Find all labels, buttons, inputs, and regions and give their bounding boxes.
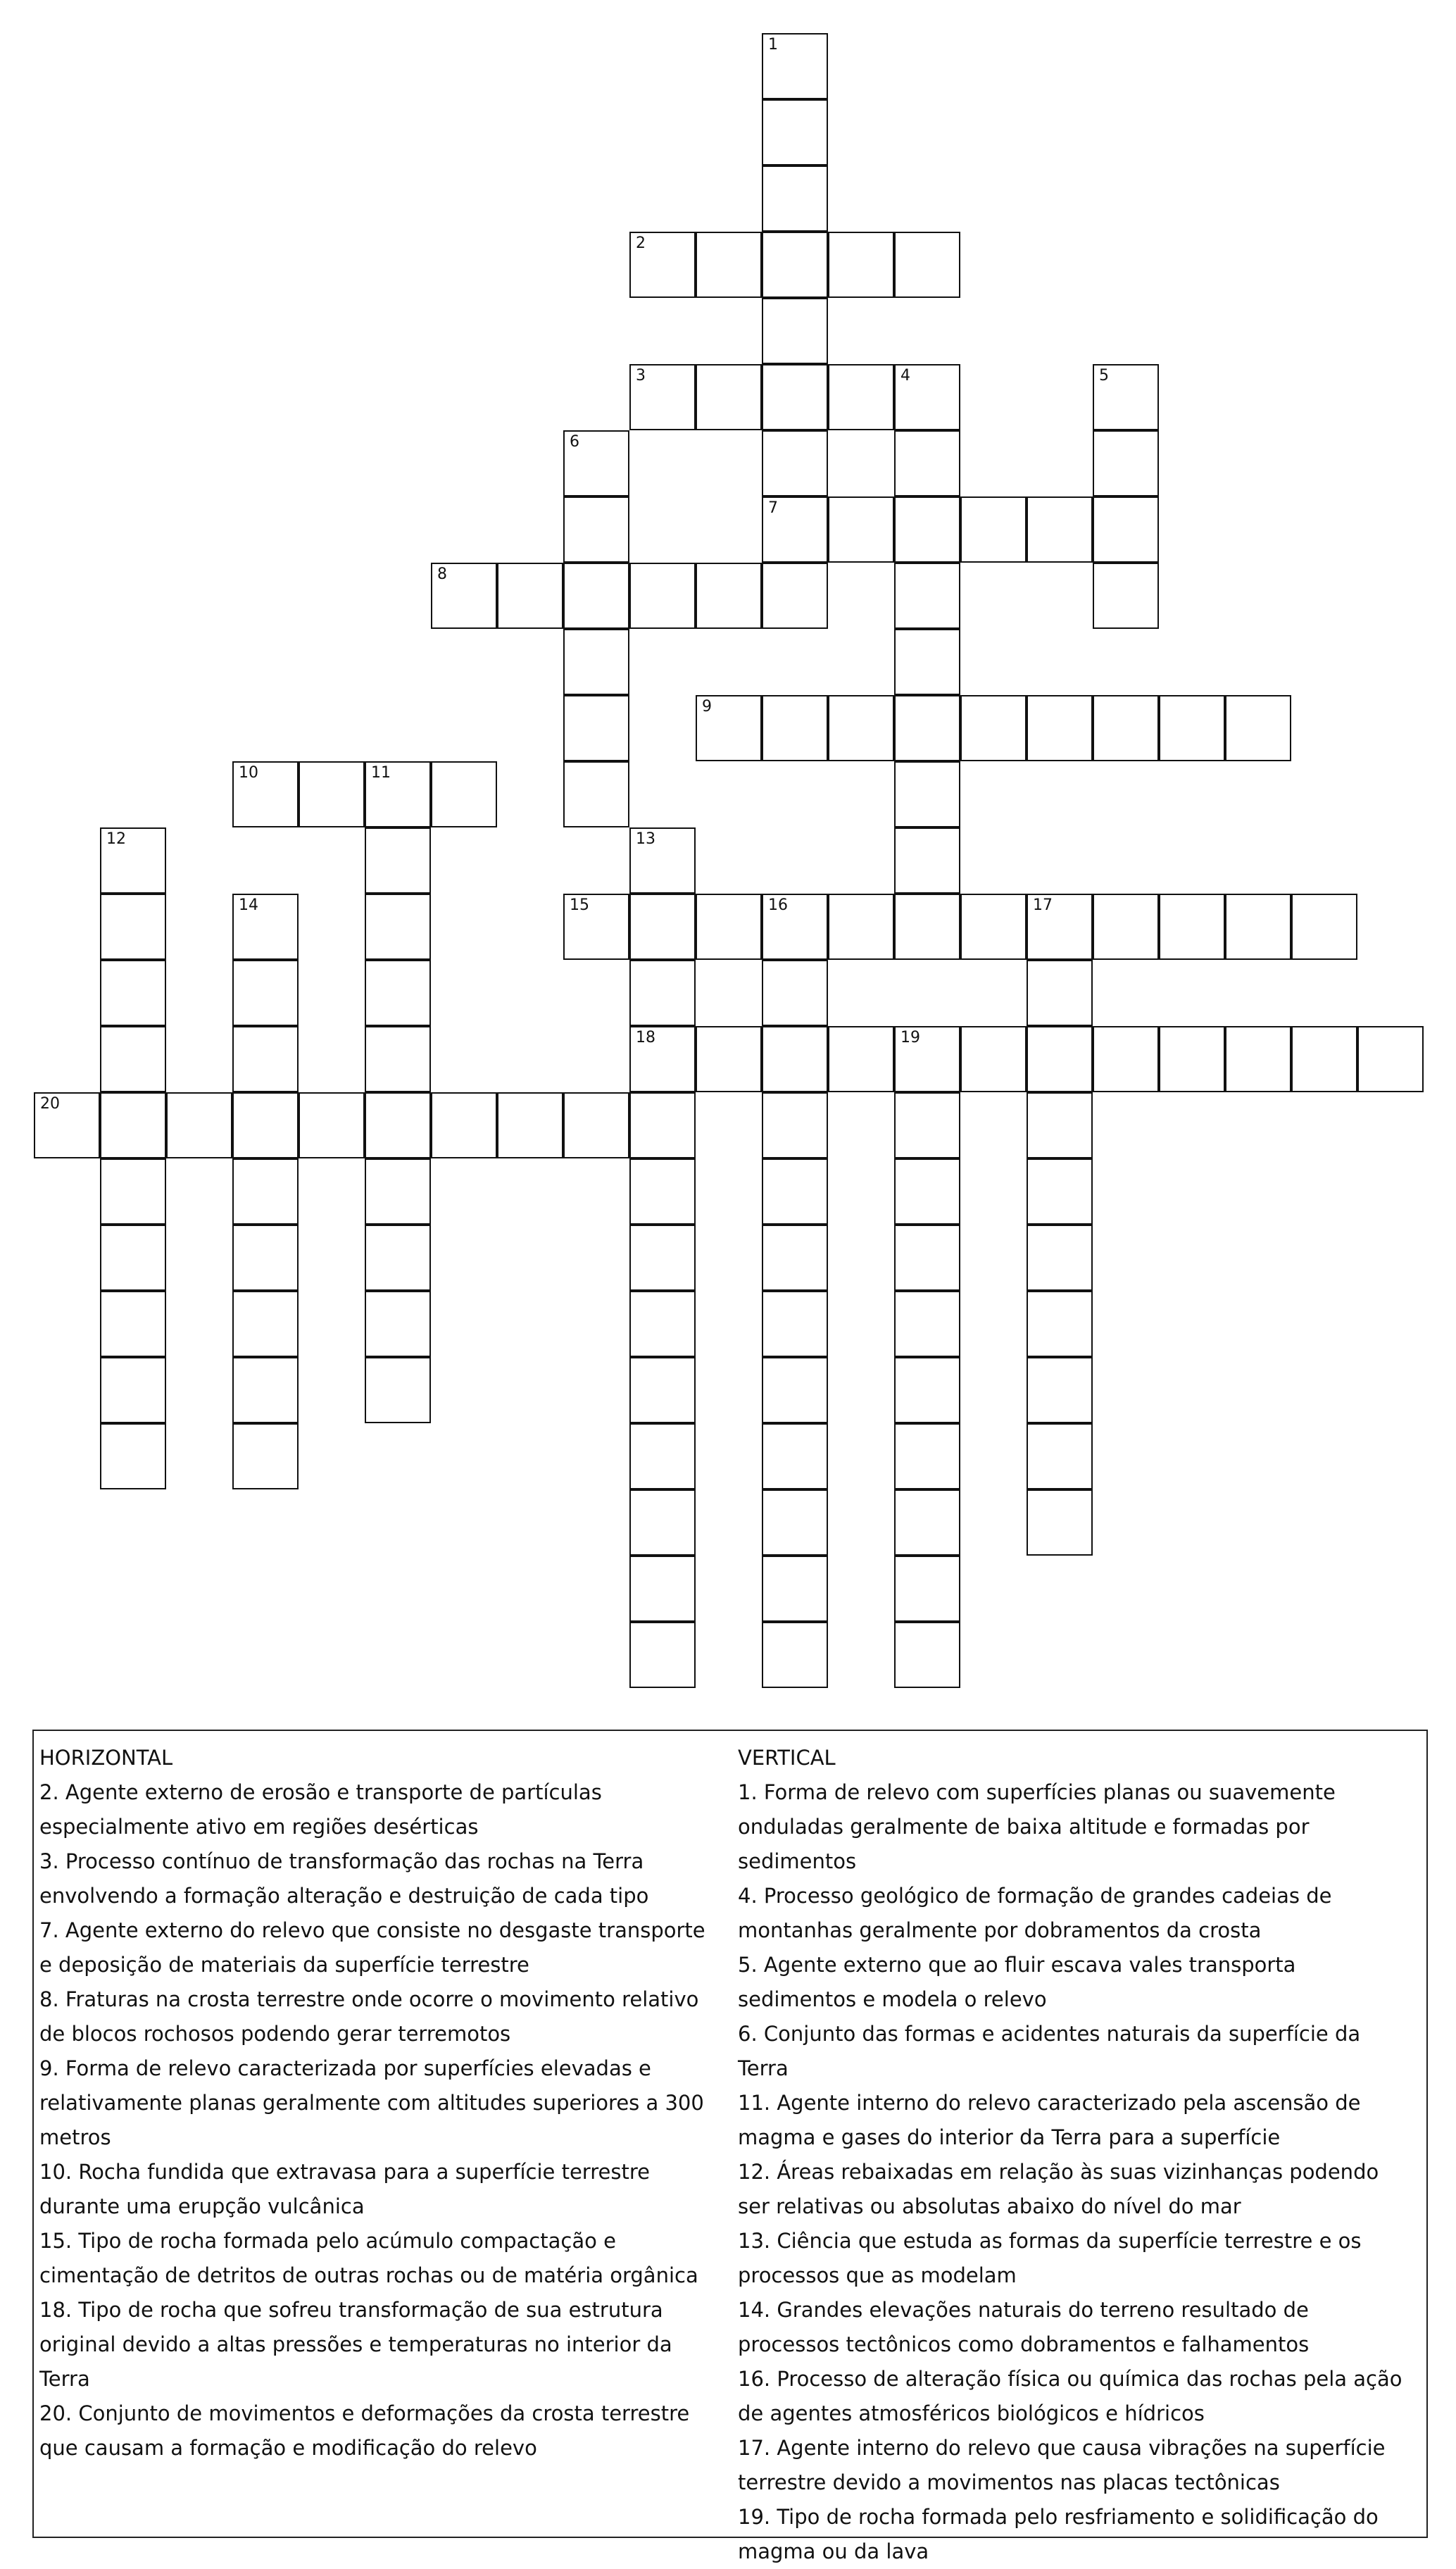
crossword-cell[interactable] <box>894 496 960 563</box>
crossword-cell[interactable] <box>894 1158 960 1225</box>
crossword-cell[interactable] <box>762 1158 828 1225</box>
crossword-cell[interactable] <box>894 1622 960 1688</box>
crossword-cell[interactable] <box>629 1158 696 1225</box>
crossword-cell[interactable] <box>232 894 299 960</box>
crossword-cell[interactable] <box>894 563 960 629</box>
crossword-cell[interactable] <box>894 430 960 496</box>
crossword-cell[interactable] <box>762 496 828 563</box>
vertical-heading: VERTICAL <box>738 1746 836 1770</box>
crossword-cell[interactable] <box>365 894 431 960</box>
crossword-cell[interactable] <box>100 1225 166 1291</box>
clue-number: 4 <box>900 367 910 385</box>
clue-number: 5 <box>1099 367 1109 385</box>
crossword-cell[interactable] <box>894 761 960 827</box>
crossword-cell[interactable] <box>563 894 629 960</box>
crossword-cell[interactable] <box>563 629 629 695</box>
crossword-cell[interactable] <box>1225 894 1291 960</box>
crossword-cell[interactable] <box>629 960 696 1026</box>
crossword-cell[interactable] <box>1027 695 1093 761</box>
crossword-cell[interactable] <box>232 761 299 827</box>
crossword-cell[interactable] <box>696 894 762 960</box>
clue-horizontal-8: 8. Fraturas na crosta terrestre onde ocorre o movimento relativo de blocos rochosos podendo gerar terremotos <box>39 1987 699 2046</box>
crossword-cell[interactable] <box>894 629 960 695</box>
crossword-cell[interactable] <box>299 1092 365 1158</box>
clue-horizontal-7: 7. Agente externo do relevo que consiste no desgaste transporte e deposição de materiais da superfície terrestre <box>39 1918 705 1977</box>
clue-vertical-1: 1. Forma de relevo com superfícies planas ou suavemente onduladas geralmente de baixa altitude e formadas por sedimentos <box>738 1780 1336 1873</box>
clue-number: 9 <box>702 698 712 715</box>
crossword-cell[interactable] <box>960 695 1027 761</box>
crossword-cell[interactable] <box>563 563 629 629</box>
crossword-cell[interactable] <box>894 695 960 761</box>
crossword-cell[interactable] <box>1159 695 1225 761</box>
clue-number: 18 <box>636 1029 655 1046</box>
crossword-cell[interactable] <box>1027 1158 1093 1225</box>
crossword-cell[interactable] <box>762 165 828 232</box>
crossword-cell[interactable] <box>100 960 166 1026</box>
crossword-cell[interactable] <box>1027 496 1093 563</box>
crossword-cell[interactable] <box>762 1423 828 1489</box>
crossword-cell[interactable] <box>629 1622 696 1688</box>
crossword-cell[interactable] <box>762 1225 828 1291</box>
clue-number: 12 <box>106 830 126 848</box>
crossword-cell[interactable] <box>629 1225 696 1291</box>
crossword-cell[interactable] <box>629 1357 696 1423</box>
crossword-cell[interactable] <box>365 1291 431 1357</box>
clue-vertical-5: 5. Agente externo que ao fluir escava vales transporta sedimentos e modela o relevo <box>738 1953 1296 2011</box>
crossword-cell[interactable] <box>232 1158 299 1225</box>
clue-vertical-16: 16. Processo de alteração física ou química das rochas pela ação de agentes atmosféricos biológicos e hídricos <box>738 2367 1402 2425</box>
clue-number: 17 <box>1033 896 1053 914</box>
crossword-cell[interactable] <box>365 960 431 1026</box>
crossword-cell[interactable] <box>828 232 894 298</box>
crossword-cell[interactable] <box>629 364 696 430</box>
clue-number: 13 <box>636 830 655 848</box>
clue-number: 14 <box>239 896 258 914</box>
crossword-cell[interactable] <box>1225 695 1291 761</box>
crossword-cell[interactable] <box>762 232 828 298</box>
crossword-cell[interactable] <box>100 1158 166 1225</box>
crossword-cell[interactable] <box>629 827 696 894</box>
crossword-cell[interactable] <box>1357 1026 1424 1092</box>
crossword-cell[interactable] <box>100 827 166 894</box>
crossword-cell[interactable] <box>894 827 960 894</box>
crossword-cell[interactable] <box>762 1622 828 1688</box>
crossword-cell[interactable] <box>100 1026 166 1092</box>
clue-vertical-11: 11. Agente interno do relevo caracterizado pela ascensão de magma e gases do interior da Terra para a superfície <box>738 2091 1361 2149</box>
crossword-cell[interactable] <box>232 1291 299 1357</box>
clue-number: 11 <box>371 764 391 782</box>
clue-horizontal-18: 18. Tipo de rocha que sofreu transformação de sua estrutura original devido a altas pressões e temperaturas no interior da Terra <box>39 2298 672 2391</box>
crossword-cell[interactable] <box>762 894 828 960</box>
crossword-cell[interactable] <box>762 695 828 761</box>
crossword-cell[interactable] <box>762 960 828 1026</box>
crossword-cell[interactable] <box>232 1423 299 1489</box>
crossword-cell[interactable] <box>629 232 696 298</box>
clue-vertical-19: 19. Tipo de rocha formada pelo resfriamento e solidificação do magma ou da lava <box>738 2505 1379 2563</box>
crossword-cell[interactable] <box>431 563 497 629</box>
crossword-cell[interactable] <box>629 1489 696 1556</box>
crossword-cell[interactable] <box>894 1026 960 1092</box>
clue-vertical-12: 12. Áreas rebaixadas em relação às suas vizinhanças podendo ser relativas ou absolutas abaixo do nível do mar <box>738 2160 1379 2218</box>
crossword-cell[interactable] <box>1225 1026 1291 1092</box>
crossword-cell[interactable] <box>894 232 960 298</box>
crossword-cell[interactable] <box>100 1291 166 1357</box>
crossword-cell[interactable] <box>563 496 629 563</box>
crossword-cell[interactable] <box>762 33 828 99</box>
crossword-cell[interactable] <box>34 1092 100 1158</box>
crossword-cell[interactable] <box>497 1092 563 1158</box>
crossword-cell[interactable] <box>894 1357 960 1423</box>
horizontal-clues-column <box>39 1741 715 2465</box>
clue-number: 15 <box>570 896 589 914</box>
crossword-cell[interactable] <box>166 1092 232 1158</box>
crossword-cell[interactable] <box>100 1423 166 1489</box>
crossword-cell[interactable] <box>1027 1357 1093 1423</box>
crossword-cell[interactable] <box>1027 1225 1093 1291</box>
crossword-cell[interactable] <box>100 1357 166 1423</box>
crossword-cell[interactable] <box>828 364 894 430</box>
crossword-cell[interactable] <box>1027 894 1093 960</box>
clue-number: 19 <box>900 1029 920 1046</box>
crossword-cell[interactable] <box>762 1556 828 1622</box>
clue-number: 3 <box>636 367 646 385</box>
crossword-cell[interactable] <box>960 894 1027 960</box>
crossword-cell[interactable] <box>1093 894 1159 960</box>
crossword-cell[interactable] <box>894 1225 960 1291</box>
crossword-cell[interactable] <box>894 1092 960 1158</box>
crossword-cell[interactable] <box>762 563 828 629</box>
crossword-cell[interactable] <box>232 1026 299 1092</box>
crossword-cell[interactable] <box>696 232 762 298</box>
crossword-cell[interactable] <box>629 1026 696 1092</box>
crossword-cell[interactable] <box>365 1357 431 1423</box>
crossword-cell[interactable] <box>1291 894 1357 960</box>
crossword-cell[interactable] <box>828 695 894 761</box>
crossword-cell[interactable] <box>1093 563 1159 629</box>
crossword-cell[interactable] <box>232 1225 299 1291</box>
clue-vertical-13: 13. Ciência que estuda as formas da superfície terrestre e os processos que as modelam <box>738 2229 1362 2287</box>
crossword-cell[interactable] <box>894 1423 960 1489</box>
clue-vertical-14: 14. Grandes elevações naturais do terreno resultado de processos tectônicos como dobramentos e falhamentos <box>738 2298 1310 2356</box>
crossword-cell[interactable] <box>828 894 894 960</box>
clue-horizontal-3: 3. Processo contínuo de transformação das rochas na Terra envolvendo a formação alteração e destruição de cada tipo <box>39 1849 649 1908</box>
crossword-cell[interactable] <box>696 563 762 629</box>
clue-number: 8 <box>437 565 447 583</box>
crossword-cell[interactable] <box>1093 1026 1159 1092</box>
crossword-cell[interactable] <box>762 99 828 165</box>
crossword-cell[interactable] <box>100 1092 166 1158</box>
crossword-cell[interactable] <box>1093 364 1159 430</box>
crossword-cell[interactable] <box>762 1291 828 1357</box>
crossword-cell[interactable] <box>762 364 828 430</box>
crossword-cell[interactable] <box>762 298 828 364</box>
clue-number: 7 <box>768 499 778 517</box>
clue-horizontal-20: 20. Conjunto de movimentos e deformações da crosta terrestre que causam a formação e modificação do relevo <box>39 2401 690 2460</box>
clues-box <box>32 1730 1428 2563</box>
clue-number: 10 <box>239 764 258 782</box>
crossword-cell[interactable] <box>1027 1291 1093 1357</box>
crossword-cell[interactable] <box>629 1556 696 1622</box>
clue-vertical-4: 4. Processo geológico de formação de grandes cadeias de montanhas geralmente por dobramentos da crosta <box>738 1884 1332 1942</box>
crossword-cell[interactable] <box>365 1225 431 1291</box>
clue-number: 6 <box>570 433 579 451</box>
crossword-cell[interactable] <box>629 1291 696 1357</box>
crossword-cell[interactable] <box>1093 496 1159 563</box>
crossword-cell[interactable] <box>1093 430 1159 496</box>
crossword-cell[interactable] <box>762 1092 828 1158</box>
crossword-cell[interactable] <box>563 761 629 827</box>
crossword-cell[interactable] <box>696 695 762 761</box>
vertical-clues-column <box>738 1741 1414 2569</box>
crossword-cell[interactable] <box>431 761 497 827</box>
crossword-cell[interactable] <box>232 960 299 1026</box>
crossword-cell[interactable] <box>762 1026 828 1092</box>
crossword-cell[interactable] <box>894 1489 960 1556</box>
crossword-cell[interactable] <box>1027 960 1093 1026</box>
crossword-cell[interactable] <box>629 1092 696 1158</box>
crossword-cell[interactable] <box>960 1026 1027 1092</box>
crossword-cell[interactable] <box>894 1291 960 1357</box>
crossword-cell[interactable] <box>431 1092 497 1158</box>
crossword-cell[interactable] <box>299 761 365 827</box>
crossword-cell[interactable] <box>232 1092 299 1158</box>
crossword-cell[interactable] <box>365 1026 431 1092</box>
crossword-cell[interactable] <box>563 1092 629 1158</box>
crossword-cell[interactable] <box>629 563 696 629</box>
crossword-cell[interactable] <box>1027 1092 1093 1158</box>
crossword-cell[interactable] <box>1159 894 1225 960</box>
clue-horizontal-15: 15. Tipo de rocha formada pelo acúmulo compactação e cimentação de detritos de outras rochas ou de matéria orgânica <box>39 2229 698 2287</box>
crossword-cell[interactable] <box>365 761 431 827</box>
crossword-cell[interactable] <box>629 894 696 960</box>
crossword-cell[interactable] <box>960 496 1027 563</box>
crossword-cell[interactable] <box>365 1092 431 1158</box>
clue-vertical-6: 6. Conjunto das formas e acidentes naturais da superfície da Terra <box>738 2022 1361 2080</box>
crossword-cell[interactable] <box>232 1357 299 1423</box>
crossword-cell[interactable] <box>100 894 166 960</box>
clue-horizontal-9: 9. Forma de relevo caracterizada por superfícies elevadas e relativamente planas geralmente com altitudes superiores a 300 metros <box>39 2056 704 2149</box>
clue-horizontal-2: 2. Agente externo de erosão e transporte de partículas especialmente ativo em regiões desérticas <box>39 1780 602 1839</box>
crossword-cell[interactable] <box>629 1423 696 1489</box>
crossword-cell[interactable] <box>1159 1026 1225 1092</box>
crossword-cell[interactable] <box>762 430 828 496</box>
crossword-cell[interactable] <box>696 1026 762 1092</box>
crossword-cell[interactable] <box>762 1357 828 1423</box>
horizontal-heading: HORIZONTAL <box>39 1746 173 1770</box>
clue-vertical-17: 17. Agente interno do relevo que causa vibrações na superfície terrestre devido a movimentos nas placas tectônicas <box>738 2436 1386 2494</box>
crossword-cell[interactable] <box>1027 1026 1093 1092</box>
crossword-cell[interactable] <box>365 1158 431 1225</box>
clue-number: 2 <box>636 235 646 252</box>
crossword-cell[interactable] <box>1027 1423 1093 1489</box>
crossword-cell[interactable] <box>828 1026 894 1092</box>
crossword-cell[interactable] <box>894 894 960 960</box>
crossword-cell[interactable] <box>1291 1026 1357 1092</box>
clue-horizontal-10: 10. Rocha fundida que extravasa para a superfície terrestre durante uma erupção vulcânica <box>39 2160 650 2218</box>
crossword-cell[interactable] <box>1027 1489 1093 1556</box>
crossword-cell[interactable] <box>365 827 431 894</box>
crossword-cell[interactable] <box>696 364 762 430</box>
crossword-cell[interactable] <box>894 364 960 430</box>
crossword-cell[interactable] <box>894 1556 960 1622</box>
crossword-cell[interactable] <box>563 430 629 496</box>
clue-number: 20 <box>40 1095 60 1113</box>
crossword-cell[interactable] <box>563 695 629 761</box>
crossword-cell[interactable] <box>762 1489 828 1556</box>
crossword-cell[interactable] <box>497 563 563 629</box>
crossword-cell[interactable] <box>1093 695 1159 761</box>
clue-number: 1 <box>768 36 778 54</box>
crossword-cell[interactable] <box>828 496 894 563</box>
clue-number: 16 <box>768 896 788 914</box>
